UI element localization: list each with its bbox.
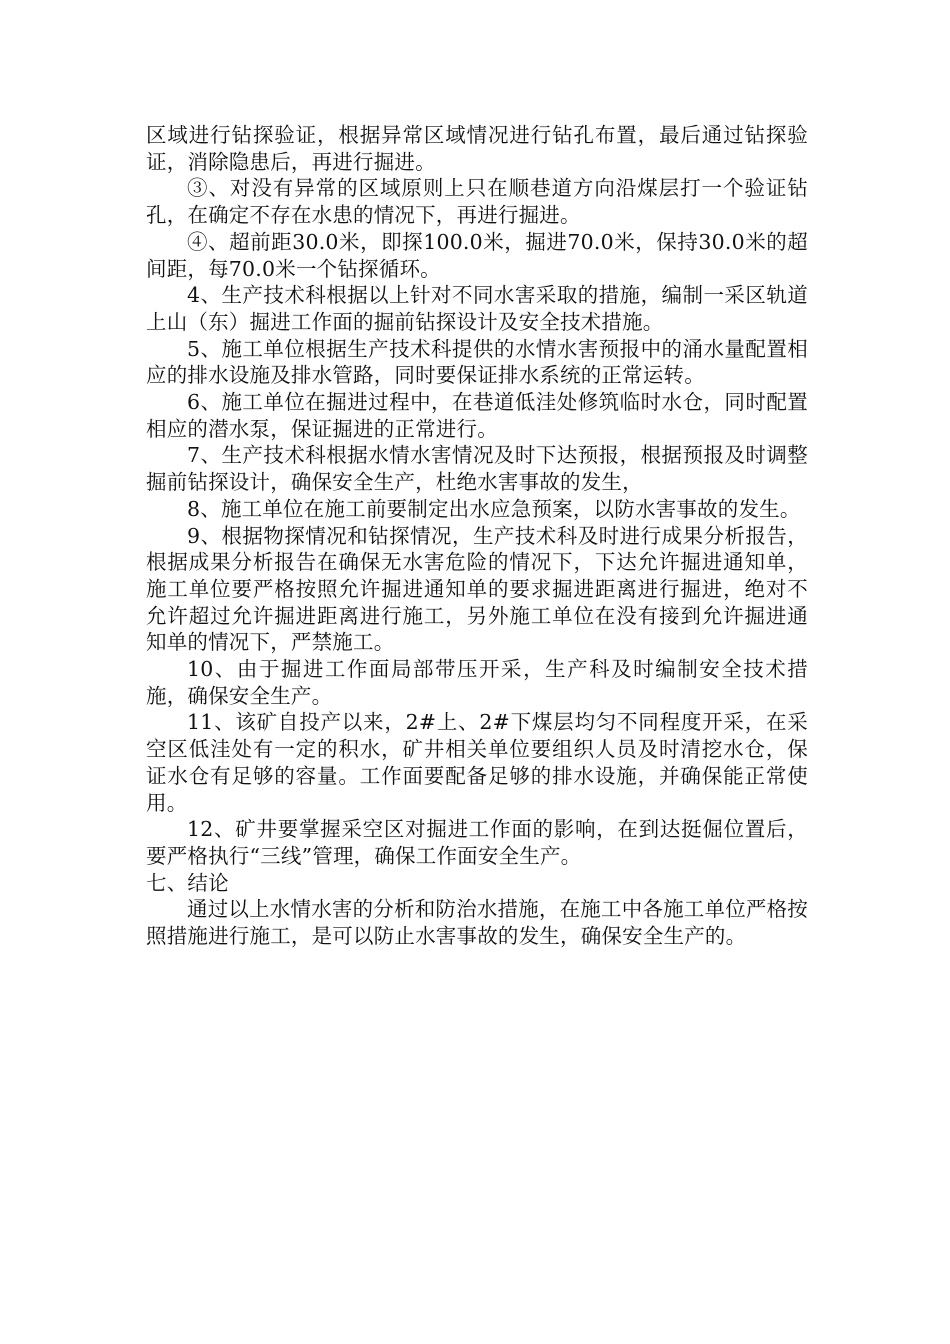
paragraph-7: 7、生产技术科根据水情水害情况及时下达预报，根据预报及时调整掘前钻探设计，确保安全生产，杜绝水害事故的发生， <box>146 443 808 495</box>
paragraph-6: 6、施工单位在掘进过程中，在巷道低洼处修筑临时水仓，同时配置相应的潜水泵，保证掘进的正常进行。 <box>146 390 808 441</box>
document-body <box>146 122 808 950</box>
conclusion-paragraph: 通过以上水情水害的分析和防治水措施，在施工中各施工单位严格按照措施进行施工，是可以防止水害事故的发生，确保安全生产的。 <box>146 897 808 949</box>
paragraph-9: 9、根据物探情况和钻探情况，生产技术科及时进行成果分析报告，根据成果分析报告在确保无水害危险的情况下，下达允许掘进通知单，施工单位要严格按照允许掘进通知单的要求掘进距离进行掘进，绝对不允许超过允许掘进距离进行施工，另外施工单位在没有接到允许掘进通知单的情况下，严禁施工。 <box>146 523 808 655</box>
paragraph-item-4: ④、超前距30.0米，即探100.0米，掘进70.0米，保持30.0米的超间距，每70.0米一个钻探循环。 <box>146 229 808 281</box>
paragraph-8: 8、施工单位在施工前要制定出水应急预案，以防水害事故的发生。 <box>187 496 801 521</box>
section-heading-conclusion: 七、结论 <box>146 870 229 895</box>
paragraph-10: 10、由于掘进工作面局部带压开采，生产科及时编制安全技术措施，确保安全生产。 <box>146 657 808 708</box>
paragraph-11: 11、该矿自投产以来，2#上、2#下煤层均匀不同程度开采，在采空区低洼处有一定的积水，矿井相关单位要组织人员及时清挖水仓，保证水仓有足够的容量。工作面要配备足够的排水设施，并确保能正常使用。 <box>146 710 808 815</box>
paragraph-item-3: ③、对没有异常的区域原则上只在顺巷道方向沿煤层打一个验证钻孔，在确定不存在水患的情况下，再进行掘进。 <box>146 176 808 228</box>
paragraph-12: 12、矿井要掌握采空区对掘进工作面的影响，在到达挺倔位置后，要严格执行“三线”管理，确保工作面安全生产。 <box>146 817 808 868</box>
paragraph-5: 5、施工单位根据生产技术科提供的水情水害预报中的涌水量配置相应的排水设施及排水管路，同时要保证排水系统的正常运转。 <box>146 336 808 388</box>
paragraph-4: 4、生产技术科根据以上针对不同水害采取的措施，编制一采区轨道上山（东）掘进工作面的掘前钻探设计及安全技术措施。 <box>146 283 808 334</box>
paragraph-continuation: 区域进行钻探验证，根据异常区域情况进行钻孔布置，最后通过钻探验证，消除隐患后，再进行掘进。 <box>146 123 808 174</box>
